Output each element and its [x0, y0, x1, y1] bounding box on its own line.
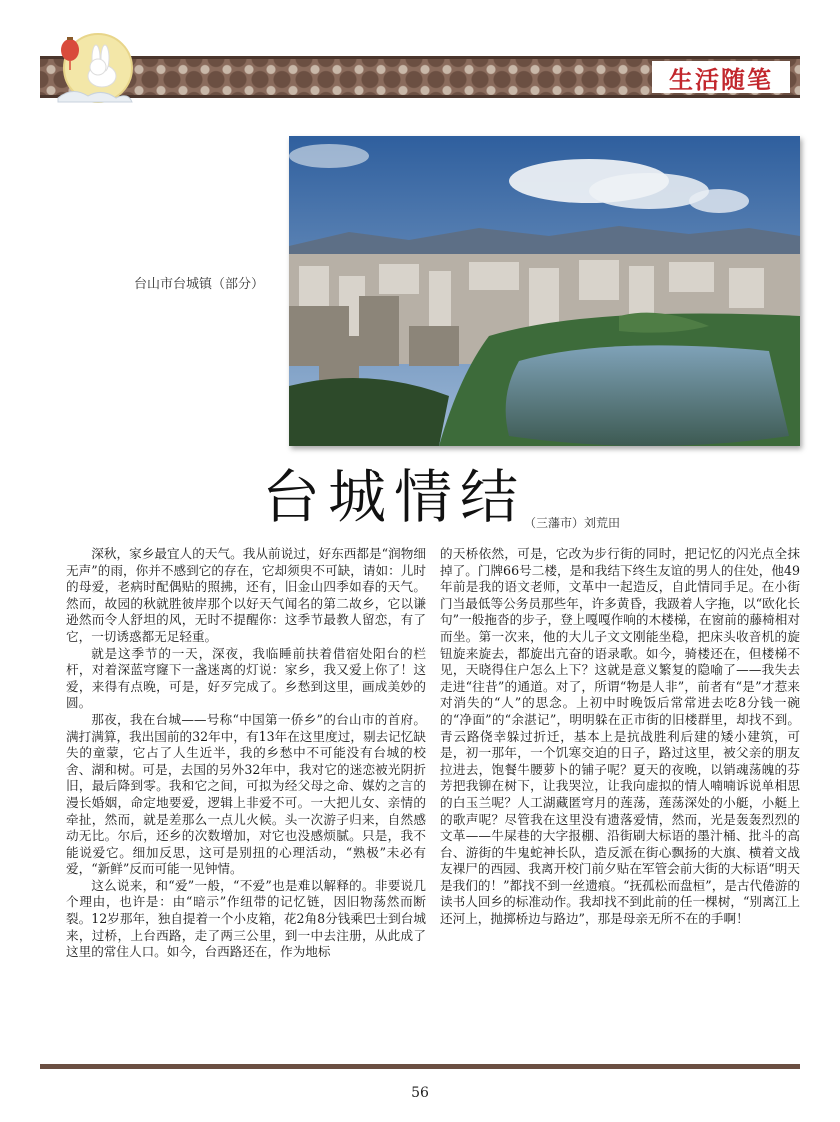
page-number: 56: [411, 1085, 429, 1101]
article-byline: （三藩市）刘荒田: [524, 516, 621, 530]
section-banner: [40, 56, 800, 98]
section-label: 生活随笔: [652, 61, 790, 93]
moon-rabbit-logo-icon: [52, 28, 134, 110]
city-photo: [289, 136, 800, 446]
article-column-right: [440, 546, 800, 928]
paragraph: 的天桥依然，可是，它改为步行街的同时，把记忆的闪光点全抹掉了。门牌66号二楼，是和我结下终生友谊的男人的住处，他49年前是我的语文老师，文革中一起造反，自此情同手足。在小街门当最低等公务员那些年，许多黄昏，我趿着人字拖，以“欧化长句”一般拖沓的步子，登上嘎嘎作响的木楼梯，在窗前的藤椅相对而坐。第一次来，他的大儿子文文刚能坐稳，把床头收音机的旋钮旋来旋去，都旋出亢奋的语录歌。如今，骑楼还在，但楼梯不见，天晓得住户怎么上下？这就是意义繁复的隐喻了——我失去走进“往昔”的通道。对了，所谓“物是人非”，前者有“是”才惹来对消失的“人”的思念。上初中时晚饭后常常进去吃8分钱一碗的“净面”的“余湛记”，明明躲在正市街的旧楼群里，却找不到。青云路侥幸躲过折迁，基本上是抗战胜利后建的矮小建筑，可是，初一那年，一个饥寒交迫的日子，路过这里，被父亲的朋友拉进去，饱餐牛腰萝卜的铺子呢？夏天的夜晚，以销魂荡魄的芬芳把我铆在树下，让我哭泣，让我向虚拟的情人喃喃诉说单相思的白玉兰呢？人工湖藏匿穹月的莲荡，莲荡深处的小艇，小艇上的歌声呢？尽管我在这里没有遗落爱情，然而，光是轰轰烈烈的文革——牛屎巷的大字报棚、沿街刷大标语的墨汁桶、批斗的高台、游街的牛鬼蛇神长队，造反派在街心飘扬的大旗、横着文战友裸尸的西园、我离开校门前夕贴在军管会前大街的大标语“明天是我们的！”都找不到一丝遗痕。“抚孤松而盘桓”，是古代倦游的读书人回乡的标准动作。我却找不到此前的任一棵树，“别离江上还河上，抛掷桥边与路边”，那是母亲无所不在的手啊！: [440, 546, 800, 927]
footer-rule: [40, 1064, 800, 1069]
paragraph: 就是这季节的一天，深夜，我临睡前扶着借宿处阳台的栏杆，对着深蓝穹窿下一盏迷离的灯说：家乡，我又爱上你了！这爱，来得有点晚，可是，好歹完成了。乡愁到这里，画成美妙的圆。: [66, 645, 426, 711]
paragraph: 深秋，家乡最宜人的天气。我从前说过，好东西都是“润物细无声”的雨，你并不感到它的存在，它却须臾不可缺，请如：儿时的母爱，老病时配偶贴的照拂，还有，旧金山四季如春的天气。然而，故园的秋就胜彼岸那个以好天气闻名的第二故乡，它以谦逊然而令人舒坦的风，无时不提醒你：这季节最教人留恋，有了它，一切诱惑都无足轻重。: [66, 546, 426, 644]
article-column-left: [66, 546, 426, 961]
paragraph: 那夜，我在台城——号称“中国第一侨乡”的台山市的首府。满打满算，我出国前的32年中，有13年在这里度过，剔去记忆缺失的童蒙，它占了人生近半，我的乡愁中不可能没有台城的校舍、湖和树。可是，去国的另外32年中，我对它的迷恋被光阴折旧，最后降到零。我和它之间，可拟为经父母之命、媒妁之言的漫长婚姻，命定地要爱，逻辑上非爱不可。一大把儿女、亲情的牵扯，然而，就是差那么一点儿火候。头一次游子归来，自然感动无比。尔后，还乡的次数增加，对它也没感烦腻。只是，我不能说爱它。细加反思，这可是别扭的心理活动，“熟极”未必有爱，“新鲜”反而可能一见钟情。: [66, 711, 426, 877]
photo-caption: 台山市台城镇（部分）: [134, 277, 265, 292]
paragraph: 这么说来，和“爱”一般，“不爱”也是难以解释的。非要说几个理由，也许是：由“暗示”作纽带的记忆链，因旧物荡然而断裂。12岁那年，独自提着一个小皮箱，花2角8分钱乘巴士到台城来，过桥，上台西路，走了两三公里，到一中去注册，从此成了这里的常住人口。如今，台西路还在，作为地标: [66, 877, 426, 960]
article-title: 台城情结: [262, 463, 527, 531]
